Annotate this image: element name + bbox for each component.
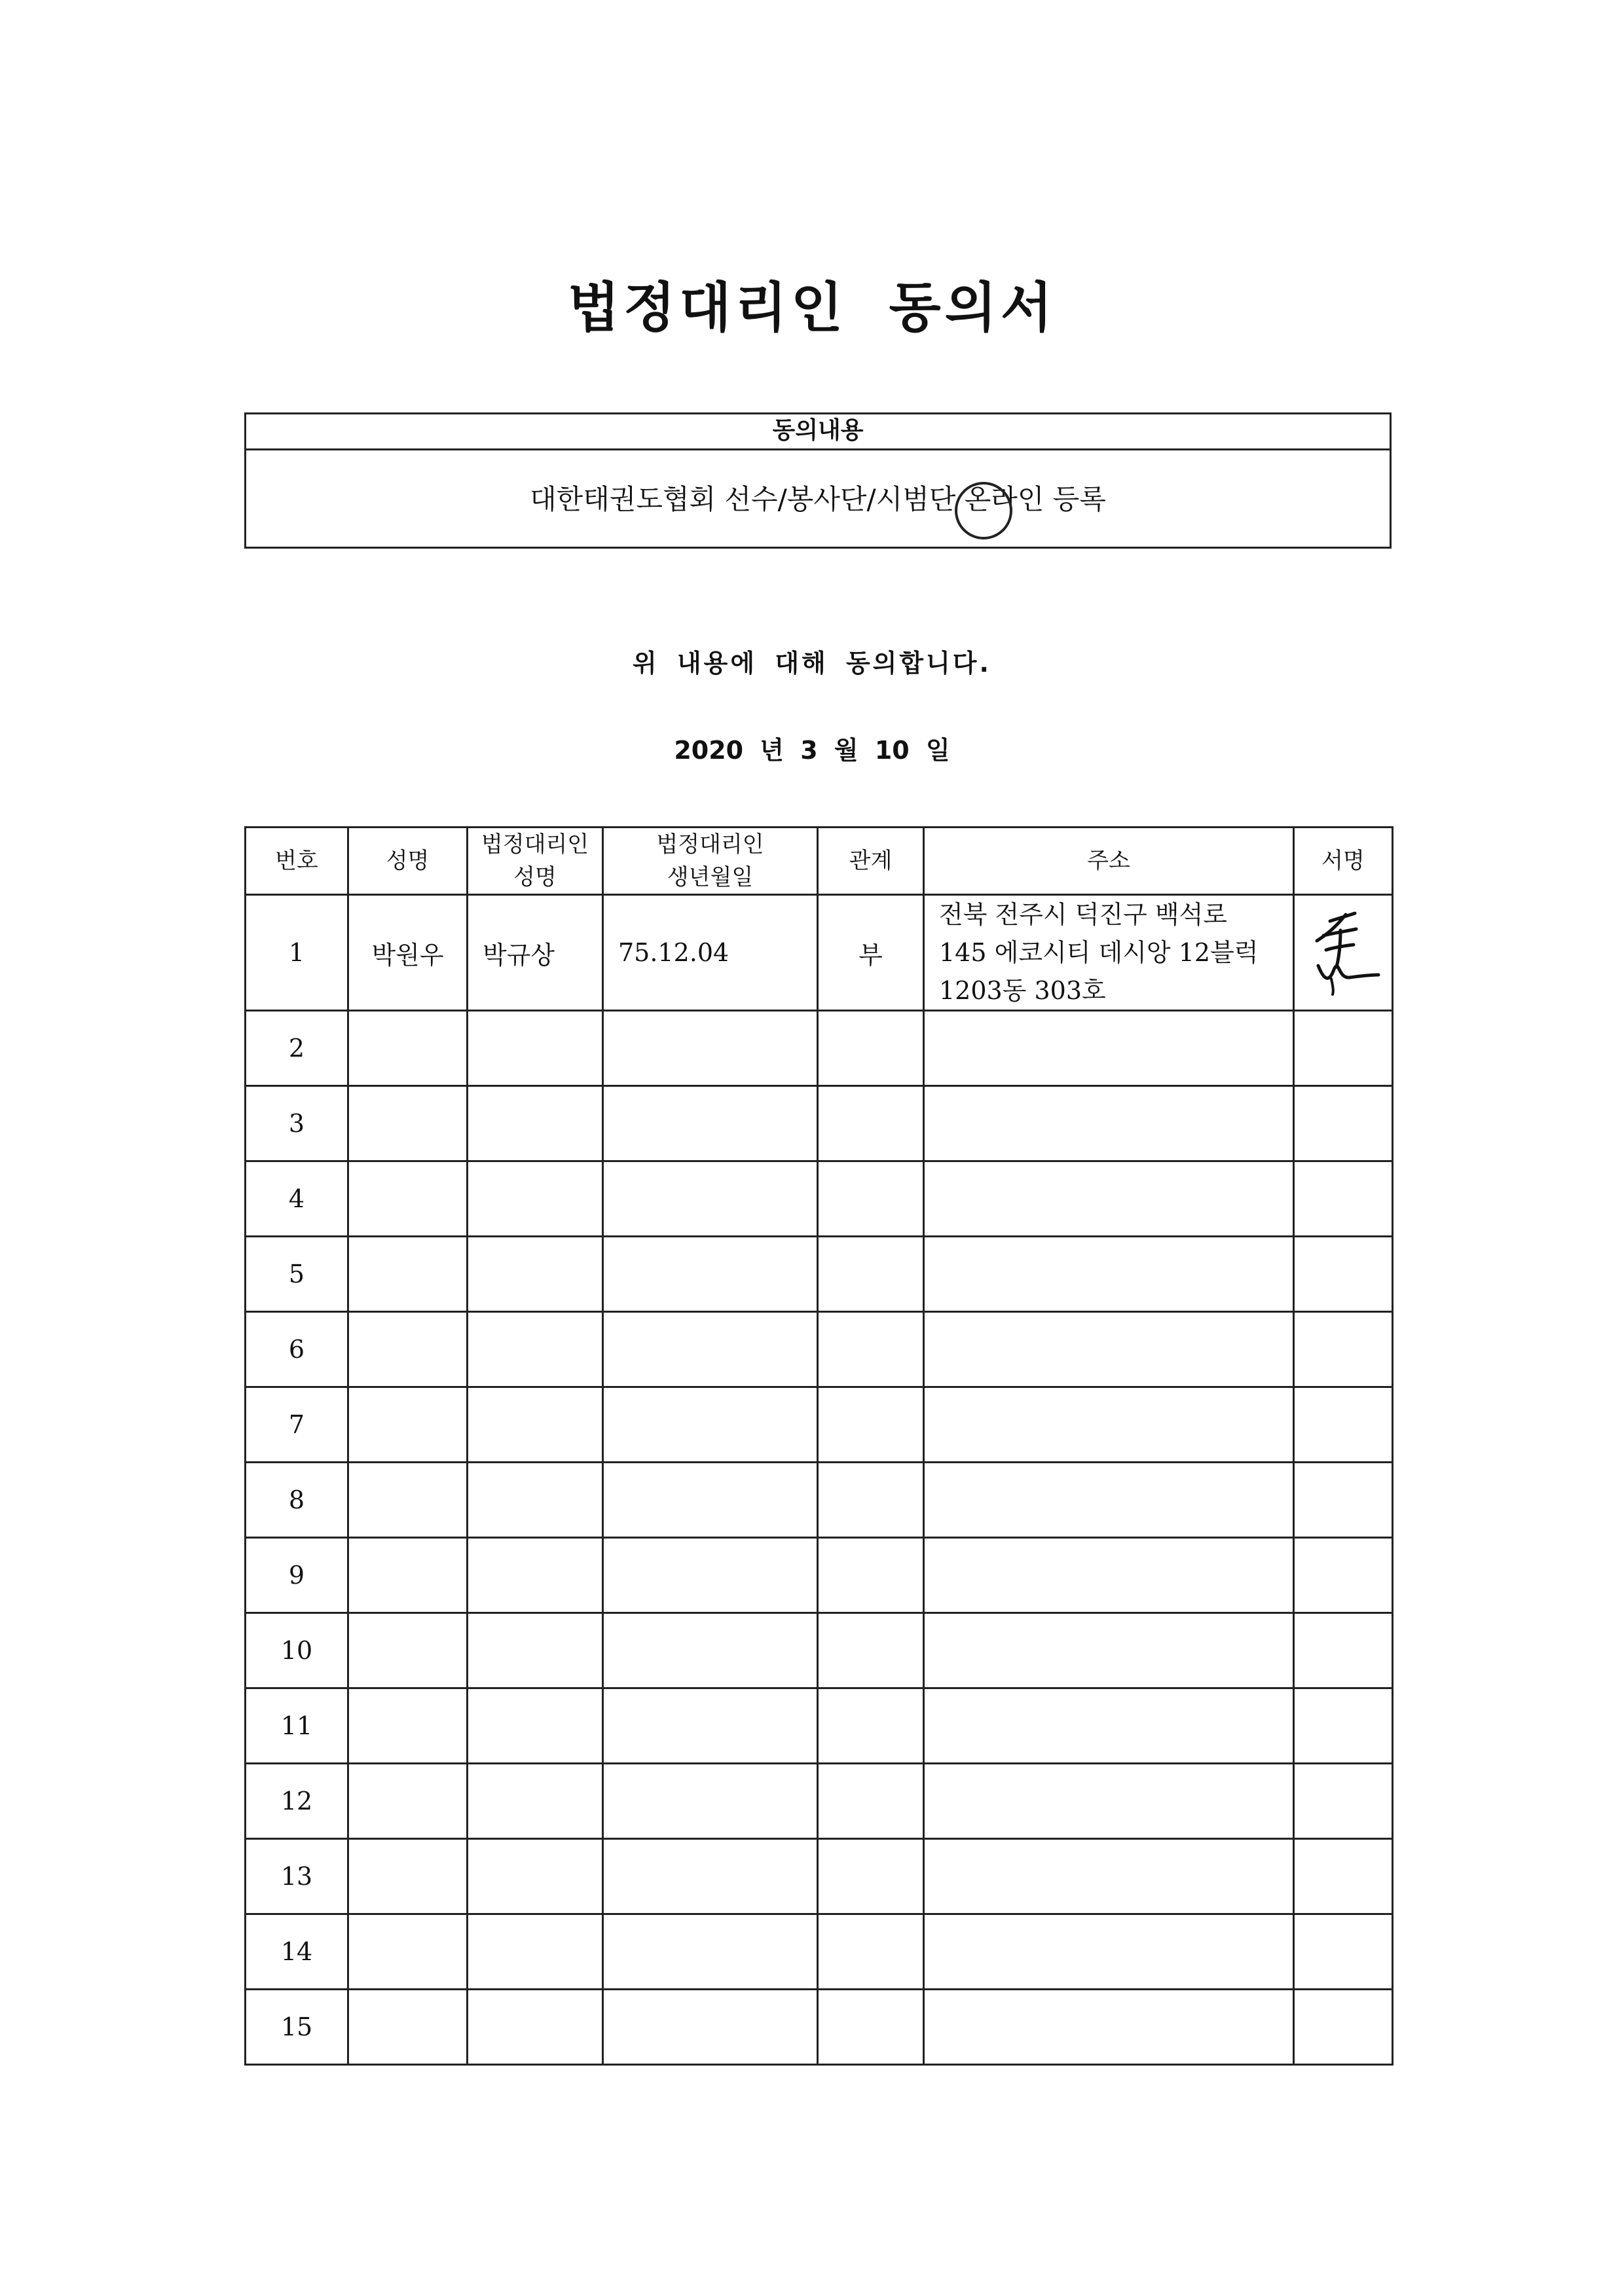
cell-name[interactable] <box>348 1839 468 1914</box>
consent-text-suffix: /봉사단/시범단 온라인 등록 <box>777 483 1106 515</box>
cell-relation[interactable] <box>818 1312 924 1387</box>
cell-no: 9 <box>246 1538 348 1613</box>
header-name: 성명 <box>348 828 468 895</box>
cell-signature[interactable] <box>1294 1237 1393 1312</box>
cell-address[interactable] <box>924 1764 1294 1839</box>
cell-name[interactable] <box>348 1011 468 1086</box>
cell-address[interactable] <box>924 1312 1294 1387</box>
cell-relation[interactable] <box>818 1011 924 1086</box>
table-row <box>246 1387 1393 1463</box>
cell-no: 3 <box>246 1086 348 1161</box>
cell-guardian-name: 박규상 <box>468 895 603 1011</box>
guardian-consent-table <box>244 826 1393 2066</box>
cell-signature <box>1294 895 1393 1011</box>
cell-no: 13 <box>246 1839 348 1914</box>
address-line-1: 전북 전주시 덕진구 백석로 <box>939 900 1228 929</box>
cell-address[interactable] <box>924 1839 1294 1914</box>
cell-guardian-birth[interactable] <box>603 1688 818 1764</box>
cell-name[interactable] <box>348 1387 468 1463</box>
cell-address[interactable] <box>924 1688 1294 1764</box>
cell-no: 10 <box>246 1613 348 1688</box>
table-row <box>246 1161 1393 1237</box>
cell-relation[interactable] <box>818 1538 924 1613</box>
cell-signature[interactable] <box>1294 1161 1393 1237</box>
cell-guardian-birth: 75.12.04 <box>603 895 818 1011</box>
cell-guardian-birth[interactable] <box>603 1613 818 1688</box>
table-row <box>246 1839 1393 1914</box>
cell-no: 8 <box>246 1463 348 1538</box>
header-guardian-birth-line2: 생년월일 <box>667 864 754 890</box>
cell-signature[interactable] <box>1294 1086 1393 1161</box>
table-row <box>246 1990 1393 2065</box>
table-row <box>246 895 1393 1011</box>
cell-address[interactable] <box>924 1613 1294 1688</box>
cell-signature[interactable] <box>1294 1914 1393 1990</box>
cell-guardian-birth[interactable] <box>603 1463 818 1538</box>
cell-name[interactable] <box>348 1237 468 1312</box>
cell-signature[interactable] <box>1294 1538 1393 1613</box>
cell-no: 7 <box>246 1387 348 1463</box>
cell-no: 6 <box>246 1312 348 1387</box>
cell-address[interactable] <box>924 1237 1294 1312</box>
address-line-2: 145 에코시티 데시앙 12블럭 <box>939 938 1259 967</box>
table-row <box>246 1237 1393 1312</box>
cell-guardian-birth[interactable] <box>603 1011 818 1086</box>
cell-signature[interactable] <box>1294 1011 1393 1086</box>
cell-no: 1 <box>246 895 348 1011</box>
cell-relation[interactable] <box>818 1990 924 2065</box>
cell-name[interactable] <box>348 1688 468 1764</box>
handwritten-signature-icon <box>1304 907 1382 998</box>
cell-guardian-name[interactable] <box>468 1914 603 1990</box>
cell-signature[interactable] <box>1294 1839 1393 1914</box>
cell-signature[interactable] <box>1294 1990 1393 2065</box>
cell-no: 5 <box>246 1237 348 1312</box>
cell-relation[interactable] <box>818 1237 924 1312</box>
header-guardian-birth <box>603 828 818 895</box>
header-guardian-name-line2: 성명 <box>513 864 557 890</box>
cell-name: 박원우 <box>348 895 468 1011</box>
address-line-3: 1203동 303호 <box>939 976 1106 1005</box>
cell-signature[interactable] <box>1294 1463 1393 1538</box>
cell-address[interactable] <box>924 1538 1294 1613</box>
cell-address[interactable] <box>924 1990 1294 2065</box>
cell-address[interactable] <box>924 1011 1294 1086</box>
header-guardian-name <box>468 828 603 895</box>
cell-guardian-name[interactable] <box>468 1688 603 1764</box>
cell-address[interactable] <box>924 1161 1294 1237</box>
cell-guardian-name[interactable] <box>468 1990 603 2065</box>
consent-option-selected: 선수 <box>724 483 778 515</box>
cell-name[interactable] <box>348 1086 468 1161</box>
cell-relation[interactable] <box>818 1086 924 1161</box>
cell-address[interactable] <box>924 1387 1294 1463</box>
consent-heading: 동의내용 <box>246 414 1390 450</box>
cell-name[interactable] <box>348 1613 468 1688</box>
cell-name[interactable] <box>348 1990 468 2065</box>
cell-guardian-name[interactable] <box>468 1764 603 1839</box>
cell-address[interactable] <box>924 1086 1294 1161</box>
cell-guardian-name[interactable] <box>468 1613 603 1688</box>
cell-signature[interactable] <box>1294 1764 1393 1839</box>
cell-name[interactable] <box>348 1161 468 1237</box>
cell-name[interactable] <box>348 1312 468 1387</box>
cell-name[interactable] <box>348 1764 468 1839</box>
cell-no: 12 <box>246 1764 348 1839</box>
consent-date: 2020 년 3 월 10 일 <box>674 736 950 765</box>
cell-guardian-birth[interactable] <box>603 1764 818 1839</box>
cell-relation[interactable] <box>818 1839 924 1914</box>
cell-relation[interactable] <box>818 1914 924 1990</box>
header-signature: 서명 <box>1294 828 1393 895</box>
table-row <box>246 1538 1393 1613</box>
header-guardian-name-line1: 법정대리인 <box>481 831 589 858</box>
table-row <box>246 1914 1393 1990</box>
cell-guardian-birth[interactable] <box>603 1237 818 1312</box>
cell-address[interactable] <box>924 1914 1294 1990</box>
cell-relation[interactable] <box>818 1161 924 1237</box>
cell-guardian-name[interactable] <box>468 1538 603 1613</box>
cell-no: 15 <box>246 1990 348 2065</box>
cell-relation[interactable] <box>818 1764 924 1839</box>
cell-guardian-name[interactable] <box>468 1312 603 1387</box>
selection-circle <box>955 482 1012 539</box>
cell-guardian-name[interactable] <box>468 1237 603 1312</box>
cell-signature[interactable] <box>1294 1312 1393 1387</box>
cell-no: 14 <box>246 1914 348 1990</box>
cell-guardian-birth[interactable] <box>603 1387 818 1463</box>
table-row <box>246 1764 1393 1839</box>
cell-name[interactable] <box>348 1914 468 1990</box>
cell-guardian-birth[interactable] <box>603 1312 818 1387</box>
cell-name[interactable] <box>348 1538 468 1613</box>
cell-signature[interactable] <box>1294 1387 1393 1463</box>
consent-content-box <box>244 412 1392 549</box>
agreement-statement: 위 내용에 대해 동의합니다. <box>633 649 991 678</box>
cell-guardian-name[interactable] <box>468 1387 603 1463</box>
cell-address <box>924 895 1294 1011</box>
cell-guardian-birth[interactable] <box>603 1914 818 1990</box>
cell-relation[interactable] <box>818 1387 924 1463</box>
cell-relation: 부 <box>818 895 924 1011</box>
cell-name[interactable] <box>348 1463 468 1538</box>
cell-signature[interactable] <box>1294 1613 1393 1688</box>
cell-no: 2 <box>246 1011 348 1086</box>
header-relation: 관계 <box>818 828 924 895</box>
table-row <box>246 1086 1393 1161</box>
consent-text-prefix: 대한태권도협회 <box>530 483 725 515</box>
header-address: 주소 <box>924 828 1294 895</box>
table-row <box>246 1011 1393 1086</box>
cell-address[interactable] <box>924 1463 1294 1538</box>
table-row <box>246 1688 1393 1764</box>
cell-guardian-name[interactable] <box>468 1011 603 1086</box>
cell-relation[interactable] <box>818 1613 924 1688</box>
table-row <box>246 1613 1393 1688</box>
cell-guardian-birth[interactable] <box>603 1161 818 1237</box>
cell-guardian-birth[interactable] <box>603 1990 818 2065</box>
document-title: 법정대리인 동의서 <box>567 277 1057 339</box>
cell-relation[interactable] <box>818 1688 924 1764</box>
table-row <box>246 1463 1393 1538</box>
cell-guardian-name[interactable] <box>468 1161 603 1237</box>
cell-guardian-birth[interactable] <box>603 1839 818 1914</box>
header-guardian-birth-line1: 법정대리인 <box>656 831 764 858</box>
header-no: 번호 <box>246 828 348 895</box>
cell-relation[interactable] <box>818 1463 924 1538</box>
cell-signature[interactable] <box>1294 1688 1393 1764</box>
consent-text <box>246 450 1390 549</box>
cell-no: 4 <box>246 1161 348 1237</box>
table-row <box>246 1312 1393 1387</box>
cell-guardian-birth[interactable] <box>603 1538 818 1613</box>
table-header-row <box>246 828 1393 895</box>
cell-guardian-name[interactable] <box>468 1839 603 1914</box>
cell-guardian-name[interactable] <box>468 1463 603 1538</box>
cell-guardian-name[interactable] <box>468 1086 603 1161</box>
cell-no: 11 <box>246 1688 348 1764</box>
cell-guardian-birth[interactable] <box>603 1086 818 1161</box>
